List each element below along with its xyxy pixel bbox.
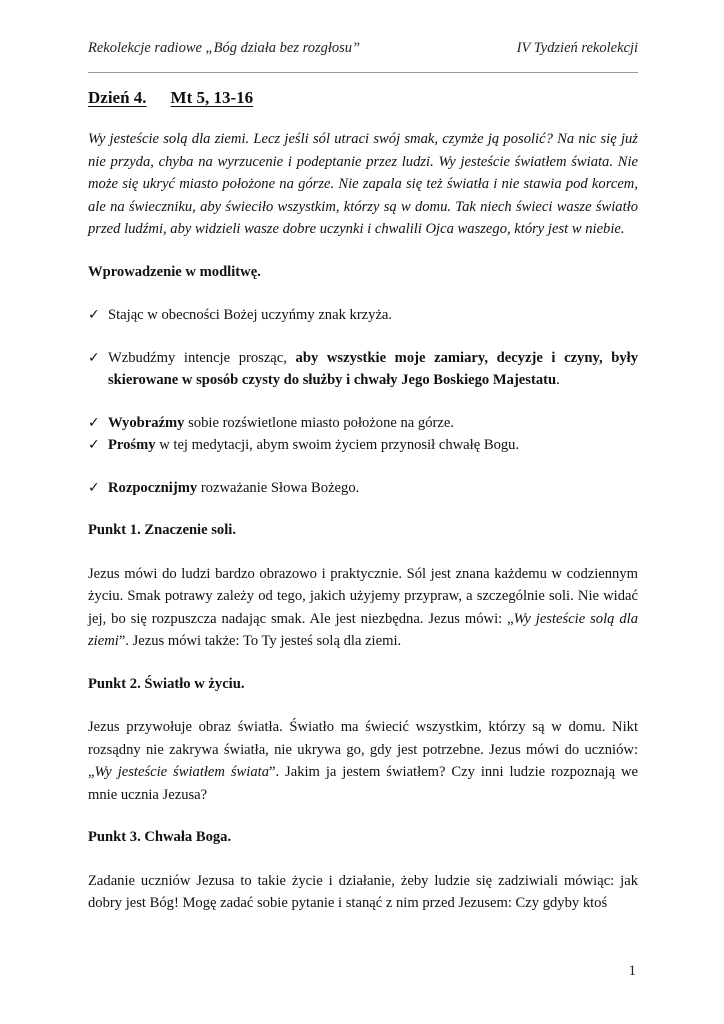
checkmark-icon: ✓ (88, 414, 100, 431)
point2-heading: Punkt 2. Światło w życiu. (88, 675, 245, 692)
document-body (88, 86, 638, 935)
scripture-quote: Wy jesteście solą dla ziemi. Lecz jeśli sól utraci swój smak, czymże ją posolić? Na nic się już nie przyda, chyba na wyrzucenie i podeptanie przez ludzi. Wy jesteście światłem świata. Nie może się ukryć miasto położone na górze. Nie zapala się też światła i nie stawia pod korcem, ale na świeczniku, aby świeciło wszystkim, którzy są w domu. Tak niech świeci wasze światło przed ludźmi, aby widzieli wasze dobre uczynki i chwalili Ojca waszego, który jest w niebie. (88, 131, 638, 237)
checklist-item-text-end: . (556, 372, 560, 388)
checklist-item-emphasis: aby wszystkie moje zamiary, decyzje i czyny, były skierowane w sposób czysty do służby i chwały Jego Boskiego Majestatu (108, 349, 638, 388)
point1-paragraph (88, 563, 638, 653)
point1-text: Jezus mówi do ludzi bardzo obrazowo i praktycznie. Sól jest znana każdemu w codziennym życiu. Smak potrawy zależy od tego, jakich użyjemy przypraw, a szczególnie soli. Nie widać jej, bo się rozpuszcza nadając smak. Ale jest niezbędna. Jezus mówi: „ (88, 565, 638, 627)
point2-text: Jezus przywołuje obraz światła. Światło ma świecić wszystkim, którzy są w domu. Nikt rozsądny nie zakrywa światła, nie ukrywa go, gdy jest potrzebne. Jezus mówi do uczniów: „ (88, 719, 638, 780)
checkmark-icon: ✓ (88, 479, 100, 496)
checkmark-icon: ✓ (88, 349, 100, 366)
header-divider (88, 72, 638, 73)
checklist-item (88, 477, 638, 500)
point3-heading: Punkt 3. Chwała Boga. (88, 829, 232, 845)
day-title (88, 86, 638, 110)
scripture-reference: Mt 5, 13-16 (170, 88, 254, 107)
point1-heading: Punkt 1. Znaczenie soli. (88, 522, 236, 538)
checklist-item (88, 347, 638, 392)
checklist-item-text: sobie rozświetlone miasto położone na górze. (184, 414, 454, 431)
checklist-item (88, 434, 638, 457)
checklist-item-emphasis: Prośmy (108, 437, 156, 453)
day-label: Dzień 4. (88, 88, 147, 107)
point3-paragraph: Zadanie uczniów Jezusa to takie życie i działanie, żeby ludzie się zadziwiali mówiąc: jak dobry jest Bóg! Mogę zadać sobie pytanie i stanąć z nim przed Jezusem: Czy gdyby ktoś (88, 872, 638, 911)
point2-paragraph (88, 716, 638, 806)
checklist-item-text: Stając w obecności Bożej uczyńmy znak krzyża. (108, 307, 393, 323)
checklist-item-text: w tej medytacji, abym swoim życiem przynosił chwałę Bogu. (155, 437, 520, 453)
checklist-item-emphasis: Wyobraźmy (108, 414, 185, 431)
header-right-title: IV Tydzień rekolekcji (516, 40, 638, 56)
checkmark-icon: ✓ (88, 437, 100, 453)
checklist-item (88, 412, 638, 435)
checkmark-icon: ✓ (88, 307, 100, 323)
running-header (88, 40, 638, 57)
point1-quote: Wy jesteście solą dla ziemi (88, 610, 639, 649)
checklist-item-text: rozważanie Słowa Bożego. (197, 479, 360, 496)
checklist-item-text: Wzbudźmy intencje prosząc, (108, 349, 296, 366)
point2-text-end: ”. Jakim ja jestem światłem? Czy inni ludzie rozpoznają we mnie ucznia Jezusa? (88, 764, 638, 803)
point1-text-end: ”. Jezus mówi także: To Ty jesteś solą dla ziemi. (118, 633, 402, 649)
header-left-title: Rekolekcje radiowe „Bóg działa bez rozgłosu” (88, 40, 361, 56)
point2-quote: Wy jesteście światłem świata (94, 764, 269, 780)
intro-checklist (88, 304, 638, 499)
intro-heading: Wprowadzenie w modlitwę. (88, 263, 261, 280)
checklist-item (88, 304, 638, 327)
page-number: 1 (628, 963, 636, 979)
checklist-item-emphasis: Rozpocznijmy (108, 479, 198, 496)
